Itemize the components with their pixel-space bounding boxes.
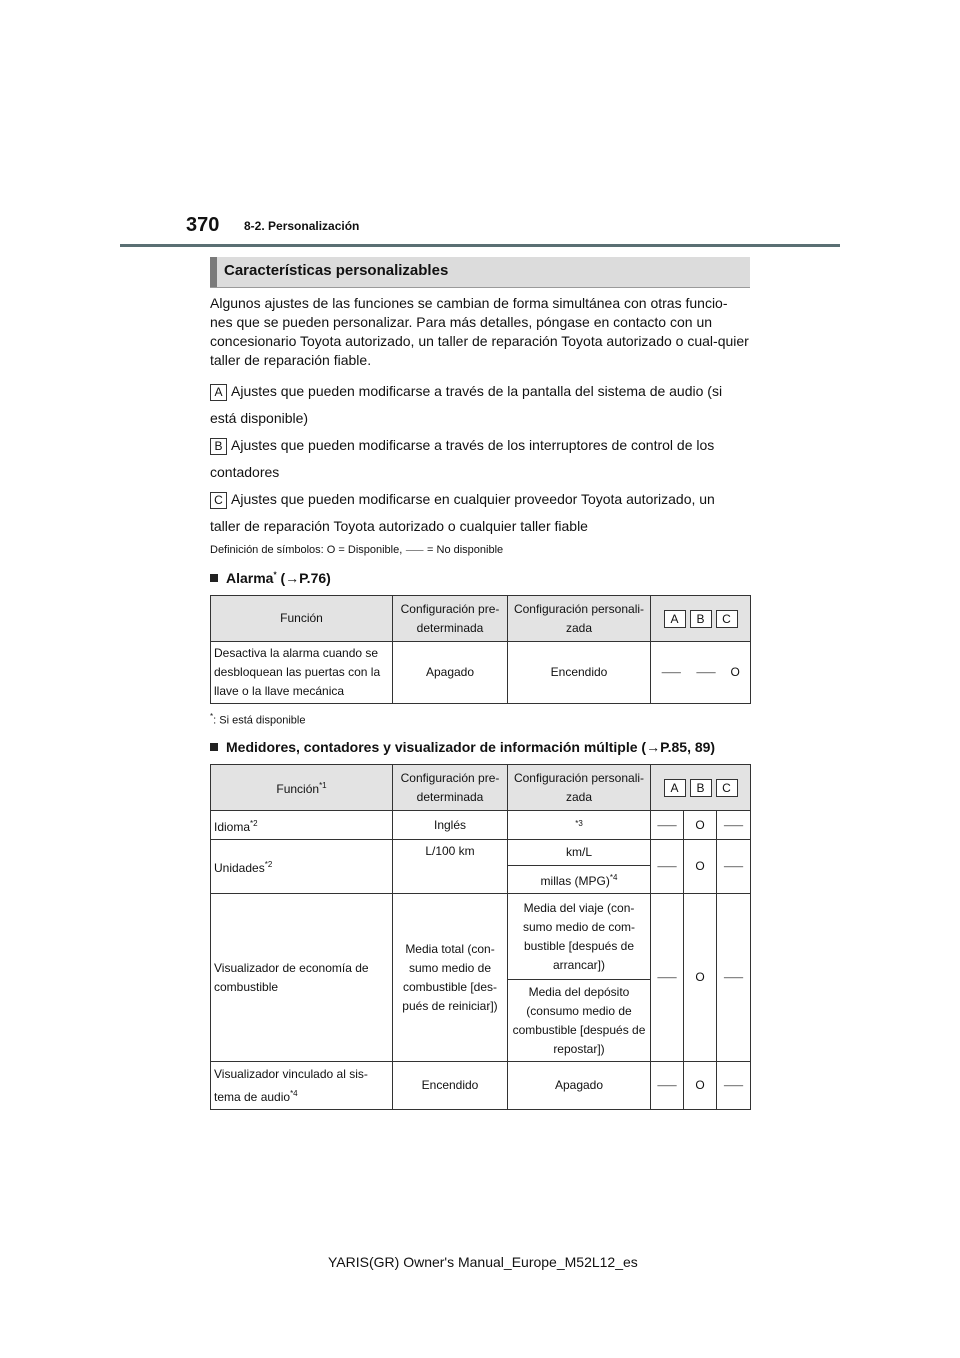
key-c-box: C xyxy=(210,492,227,509)
cell-abc: ⸺ ⸺ O xyxy=(651,642,751,704)
alarm-label: Alarma xyxy=(226,570,274,586)
page-title: Características personalizables xyxy=(224,262,449,279)
symbol-definition: Definición de símbolos: O = Disponible, ⸺ = No disponible xyxy=(210,544,504,556)
cell-b: O xyxy=(684,840,717,894)
legend-b xyxy=(210,432,750,486)
cell-default: L/100 km xyxy=(393,840,508,894)
intro-paragraph: Algunos ajustes de las funciones se cambian de forma simultánea con otras funcio-nes que se pueden personalizar. Para más detalles, póngase en contacto con un concesionario Toyota autorizado, un taller de reparación Toyota autorizado o cual-quier taller de reparación fiable. xyxy=(210,295,749,368)
cell-custom: Media del depósito (consumo medio de combustible [después de repostar]) xyxy=(508,980,651,1062)
table-header-row xyxy=(211,596,751,642)
key-b-box: B xyxy=(690,610,712,628)
cell-default: Inglés xyxy=(393,811,508,840)
legend-b-text: Ajustes que pueden modificarse a través de los interruptores de control de los xyxy=(231,437,715,453)
cell-default: Encendido xyxy=(393,1062,508,1110)
page-number: 370 xyxy=(186,214,220,236)
cell-funcion: Desactiva la alarma cuando se desbloquean las puertas con la llave o la llave mecánica xyxy=(211,642,393,704)
alarm-table xyxy=(210,595,751,704)
alarm-sup: * xyxy=(273,570,277,580)
key-c-box: C xyxy=(716,779,738,797)
header-custom: Configuración personali- zada xyxy=(508,765,651,811)
header-funcion: Función xyxy=(211,596,393,642)
legend-b-text2: contadores xyxy=(210,464,280,480)
key-a-box: A xyxy=(664,779,686,797)
cell-custom: km/L xyxy=(508,840,651,866)
alarm-heading xyxy=(210,570,331,586)
key-c-box: C xyxy=(716,610,738,628)
legend-c xyxy=(210,486,750,540)
key-b-box: B xyxy=(210,438,227,455)
table-row xyxy=(211,642,751,704)
cell-default: Media total (con-sumo medio de combustible [des-pués de reiniciar]) xyxy=(393,894,508,1062)
cell-a: ⸺ xyxy=(651,811,684,840)
title-accent-bar xyxy=(210,257,217,287)
bullet-icon xyxy=(210,574,218,582)
cell-default: Apagado xyxy=(393,642,508,704)
cell-c: ⸺ xyxy=(717,1062,751,1110)
section-title: 8-2. Personalización xyxy=(244,219,360,233)
table-row xyxy=(211,840,751,866)
cell-custom: Media del viaje (con-sumo medio de com-bustible [después de arrancar]) xyxy=(508,894,651,980)
cell-funcion: Visualizador de economía de combustible xyxy=(211,894,393,1062)
cell-b: O xyxy=(684,1062,717,1110)
legend-c-text2: taller de reparación Toyota autorizado o cualquier taller fiable xyxy=(210,518,588,534)
table-row xyxy=(211,894,751,980)
key-b-box: B xyxy=(690,779,712,797)
title-box xyxy=(210,257,750,288)
cell-b: O xyxy=(684,811,717,840)
header-default: Configuración pre- determinada xyxy=(393,596,508,642)
alarm-ref: (→P.76) xyxy=(276,570,331,586)
meters-heading xyxy=(210,739,715,755)
bullet-icon xyxy=(210,743,218,751)
cell-c: ⸺ xyxy=(717,811,751,840)
meters-table xyxy=(210,764,751,1110)
cell-funcion: Visualizador vinculado al sis-tema de audio$^{*4}$ xyxy=(211,1062,393,1110)
table-header-row xyxy=(211,765,751,811)
key-a-box: A xyxy=(210,384,227,401)
legend-a-text: Ajustes que pueden modificarse a través de la pantalla del sistema de audio (si xyxy=(231,383,723,399)
header-abc xyxy=(651,596,751,642)
meters-label: Medidores, contadores y visualizador de información múltiple (→P.85, 89) xyxy=(226,739,716,755)
header-funcion: Función$^{*1}$ xyxy=(211,765,393,811)
cell-custom: millas (MPG)$^{*4}$ xyxy=(508,866,651,894)
table-row xyxy=(211,811,751,840)
header-abc xyxy=(651,765,751,811)
header-divider xyxy=(120,244,840,247)
header-custom: Configuración personali- zada xyxy=(508,596,651,642)
cell-custom: Apagado xyxy=(508,1062,651,1110)
table-row xyxy=(211,1062,751,1110)
header-default: Configuración pre- determinada xyxy=(393,765,508,811)
cell-c: ⸺ xyxy=(717,894,751,1062)
cell-a: ⸺ xyxy=(651,894,684,1062)
cell-funcion: Idioma$^{*2}$ xyxy=(211,811,393,840)
legend-a-text2: está disponible) xyxy=(210,410,309,426)
cell-c: ⸺ xyxy=(717,840,751,894)
cell-custom: Encendido xyxy=(508,642,651,704)
cell-custom: *3 xyxy=(508,811,651,840)
legend-a xyxy=(210,378,750,432)
cell-a: ⸺ xyxy=(651,840,684,894)
key-a-box: A xyxy=(664,610,686,628)
legend-c-text: Ajustes que pueden modificarse en cualquier proveedor Toyota autorizado, un xyxy=(231,491,715,507)
cell-a: ⸺ xyxy=(651,1062,684,1110)
alarm-footnote: *: Si está disponible xyxy=(210,712,306,727)
cell-b: O xyxy=(684,894,717,1062)
footer-text: YARIS(GR) Owner's Manual_Europe_M52L12_es xyxy=(328,1254,638,1270)
cell-funcion: Unidades$^{*2}$ xyxy=(211,840,393,894)
